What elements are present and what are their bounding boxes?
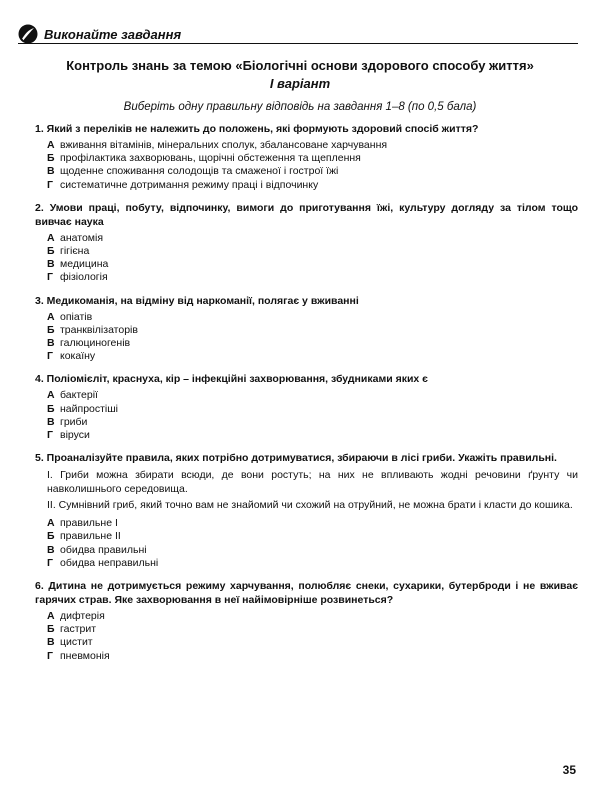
option-letter: В [47,258,55,271]
question [35,122,578,192]
statement: І. Гриби можна збирати всюди, де вони ростуть; на них не впливають жодні речовини ґрунту чи навколишнього середовища. [47,469,578,496]
option-text: транквілізаторів [60,323,138,336]
answer-option [35,403,578,416]
answer-option [35,232,578,245]
option-letter: А [47,517,55,530]
option-text: анатомія [60,231,104,244]
answer-option [35,429,578,442]
answer-option [35,165,578,178]
questions-list [35,122,578,672]
option-letter: Г [47,350,53,363]
option-text: обидва неправильні [60,556,159,569]
option-letter: В [47,636,55,649]
answer-option [35,337,578,350]
answer-option [35,530,578,543]
option-text: цистит [60,636,93,649]
option-text: систематичне дотримання режиму праці і відпочинку [60,178,319,191]
question [35,294,578,364]
option-text: щоденне споживання солодощів та смаженої і гострої їжі [60,165,339,178]
option-text: віруси [60,429,90,442]
section-header [18,24,578,46]
option-text: опіатів [60,310,93,323]
question-text: 2. Умови праці, побуту, відпочинку, вимоги до приготування їжі, культуру догляду за тілом тощо вивчає наука [35,201,578,228]
option-text: медицина [60,258,109,271]
answer-option [35,416,578,429]
answer-option [35,517,578,530]
answer-option [35,389,578,402]
answer-option [35,610,578,623]
header-title: Виконайте завдання [44,27,182,42]
option-text: найпростіші [60,402,119,415]
question-text: 4. Поліомієліт, краснуха, кір – інфекційні захворювання, збудниками яких є [35,373,428,386]
option-letter: Г [47,429,53,442]
option-text: профілактика захворювань, щорічні обстеження та щеплення [60,152,361,165]
question [35,579,578,663]
option-letter: Г [47,649,53,662]
question-text: 5. Проаналізуйте правила, яких потрібно дотримуватися, збираючи в лісі гриби. Укажіть правильні. [35,452,557,465]
option-text: кокаїну [60,350,96,363]
option-letter: Г [47,178,53,191]
answer-option [35,245,578,258]
answer-option [35,557,578,570]
option-letter: Г [47,271,53,284]
question [35,372,578,442]
option-letter: Б [47,323,55,336]
option-letter: Б [47,623,55,636]
answer-option [35,623,578,636]
page-number: 35 [562,763,576,777]
option-text: правильне ІІ [60,530,121,543]
answer-option [35,152,578,165]
option-text: гриби [60,415,88,428]
option-letter: Б [47,530,55,543]
option-text: пневмонія [60,649,110,662]
answer-option [35,636,578,649]
option-text: дифтерія [60,610,105,623]
option-letter: А [47,231,55,244]
answer-option [35,650,578,663]
option-text: бактерії [60,389,98,402]
question-text: 3. Медикоманія, на відміну від наркоманії, полягає у вживанні [35,294,359,307]
option-letter: В [47,543,55,556]
question [35,451,578,570]
answer-option [35,139,578,152]
answer-option [35,271,578,284]
question [35,201,578,285]
answer-option [35,258,578,271]
header-rule [18,43,578,44]
answer-option [35,179,578,192]
option-text: фізіологія [60,271,108,284]
answer-option [35,311,578,324]
option-letter: А [47,310,55,323]
option-text: гігієна [60,245,90,258]
variant-label: І варіант [269,76,331,91]
question-text: 1. Який з переліків не належить до положень, які формують здоровий спосіб життя? [35,123,479,135]
option-letter: Б [47,245,55,258]
option-letter: Г [47,556,53,569]
answer-option [35,350,578,363]
option-text: обидва правильні [60,543,147,556]
option-text: вживання вітамінів, мінеральних сполук, збалансоване харчування [60,139,388,151]
option-letter: Б [47,402,55,415]
option-letter: А [47,139,55,151]
option-letter: В [47,415,55,428]
option-text: правильне І [60,517,118,530]
question-text: 6. Дитина не дотримується режиму харчування, полюбляє снеки, сухарики, бутерброди і не вживає гарячих страв. Яке захворювання в неї найімовірніше розвинеться? [35,580,578,607]
option-letter: А [47,610,55,623]
page-title: Контроль знань за темою «Біологічні основи здорового способу життя» [66,58,534,73]
answer-option [35,544,578,557]
option-letter: Б [47,152,55,165]
instruction-text: Виберіть одну правильну відповідь на завдання 1–8 (по 0,5 бала) [123,101,477,113]
option-letter: А [47,389,55,402]
option-text: галюциногенів [60,337,131,350]
statement: ІІ. Сумнівний гриб, який точно вам не знайомий чи схожий на отруйний, не можна брати і класти до кошика. [47,499,573,512]
answer-option [35,324,578,337]
option-letter: В [47,337,55,350]
option-text: гастрит [60,623,97,636]
quill-pen-icon [18,24,38,44]
option-letter: В [47,165,55,178]
